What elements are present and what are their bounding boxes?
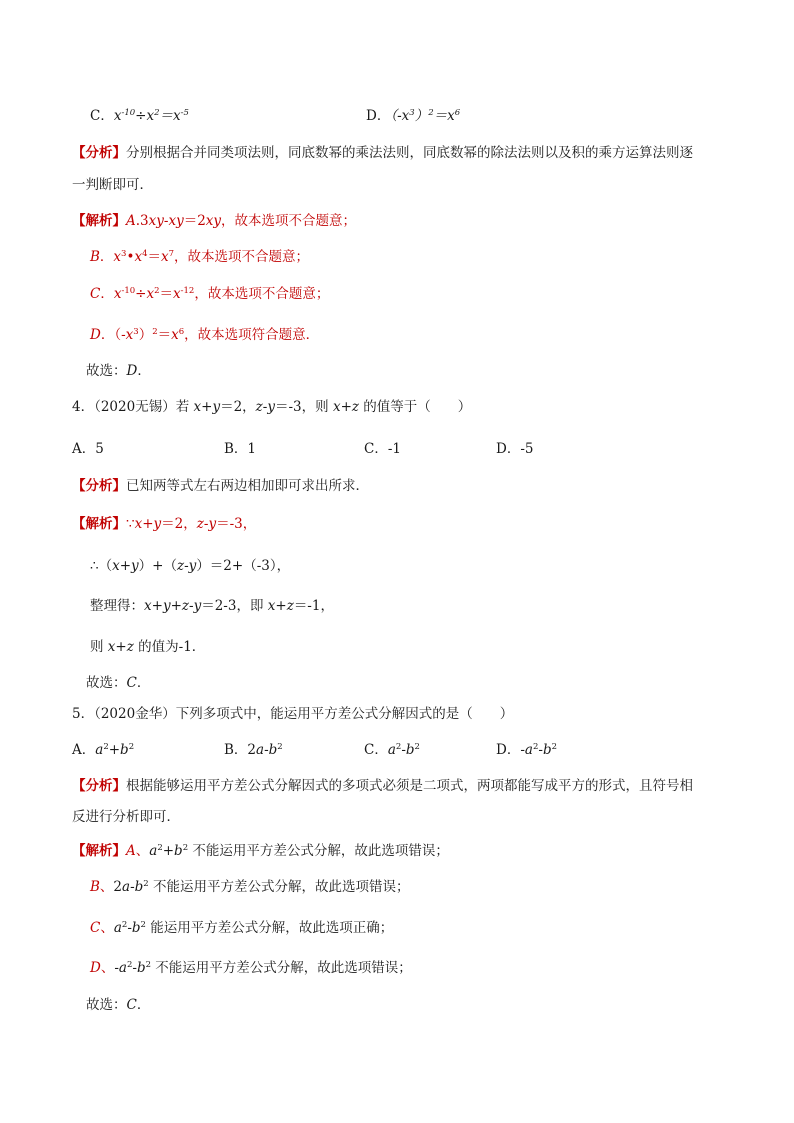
q5-option-b: B．$2a-b^2$ <box>224 742 283 758</box>
q5-question: 5．（2020金华）下列多项式中，能运用平方差公式分解因式的是（ ） <box>72 706 514 722</box>
q4-solution-3: 整理得：x+y+z-y＝2-3，即 x+z＝-1， <box>90 598 334 614</box>
q5-solution-d: D、$-a^2-b^2$ 不能运用平方差公式分解，故此选项错误； <box>90 960 412 976</box>
q3-solution-c: C．$x^{-10}\div x^2=x^{-12}$，故本选项不合题意； <box>90 286 330 302</box>
q4-answer: 故选：C． <box>86 675 151 691</box>
q4-option-b: B．1 <box>224 441 257 457</box>
q3-solution-b: B．$x^3•x^4=x^7$，故本选项不合题意； <box>90 249 310 265</box>
q4-option-a: A．5 <box>72 441 104 457</box>
q5-solution-b: B、$2a-b^2$ 不能运用平方差公式分解，故此选项错误； <box>90 879 410 895</box>
q5-solution-c: C、$a^2-b^2$ 能运用平方差公式分解，故此选项正确； <box>90 920 394 936</box>
q5-analysis: 【分析】根据能够运用平方差公式分解因式的多项式必须是二项式，两项都能写成平方的形式，且符号相 <box>72 778 693 794</box>
q5-answer: 故选：C． <box>86 997 151 1013</box>
q5-option-d: D．$-a^2-b^2$ <box>496 742 558 758</box>
q3-option-d: D．$(-x^3)^2=x^6$ <box>366 108 461 124</box>
q4-option-c: C．-1 <box>364 441 401 457</box>
q5-option-c: C．$a^2-b^2$ <box>364 742 420 758</box>
q4-solution-2: ∴（x+y）+（z-y）＝2+（-3）， <box>90 558 291 574</box>
q5-option-a: A．$a^2+b^2$ <box>72 742 135 758</box>
q5-analysis-cont: 反进行分析即可． <box>72 809 180 825</box>
q4-analysis: 【分析】已知两等式左右两边相加即可求出所求． <box>72 478 369 494</box>
q3-solution-a: 【解析】A.3xy-xy＝2xy，故本选项不合题意； <box>72 213 357 229</box>
q4-option-d: D．-5 <box>496 441 534 457</box>
q3-analysis-cont: 一判断即可． <box>72 177 153 193</box>
q4-solution-1: 【解析】∵x+y＝2，z-y＝-3， <box>72 516 257 532</box>
q3-analysis: 【分析】分别根据合并同类项法则，同底数幂的乘法法则，同底数幂的除法法则以及积的乘方运算法则逐 <box>72 145 693 161</box>
q3-answer: 故选：D． <box>86 363 151 379</box>
q3-option-c: C．$x^{-10}\div x^2=x^{-5}$ <box>90 108 189 124</box>
q5-solution-a: 【解析】A、$a^2+b^2$ 不能运用平方差公式分解，故此选项错误； <box>72 843 449 859</box>
q3-solution-d: D．$(-x^3)^2=x^6$，故本选项符合题意． <box>90 327 320 343</box>
q4-question: 4．（2020无锡）若 x+y＝2，z-y＝-3，则 x+z 的值等于（ ） <box>72 399 472 415</box>
q4-solution-4: 则 x+z 的值为-1． <box>90 639 206 655</box>
